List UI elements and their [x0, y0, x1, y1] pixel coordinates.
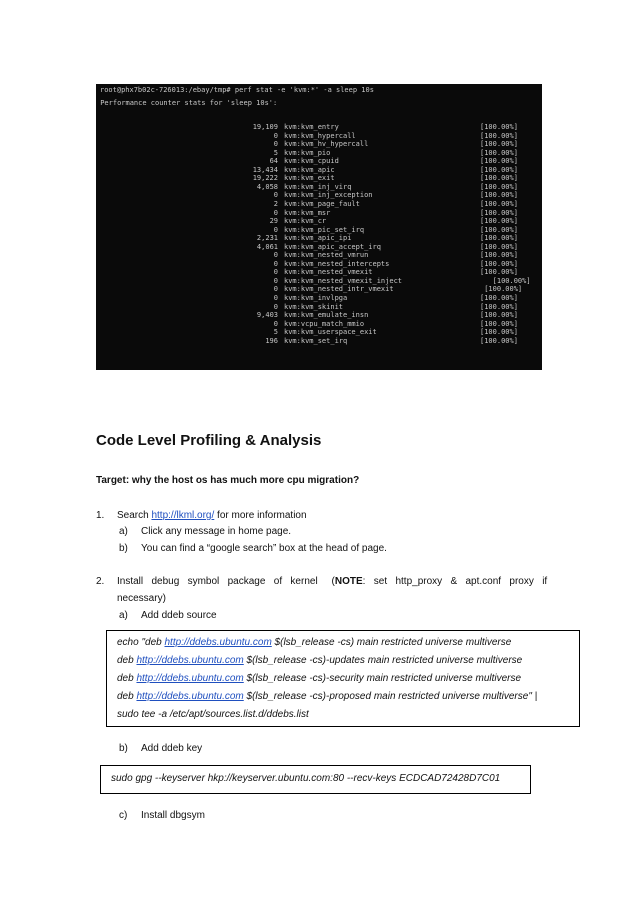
terminal-row — [96, 234, 542, 243]
terminal-row — [96, 209, 542, 218]
terminal-row — [96, 303, 542, 312]
ddebs-link-1[interactable]: http://ddebs.ubuntu.com — [164, 637, 272, 648]
percent-value: [100.00%] — [480, 148, 518, 157]
sub-item-1b: You can find a “google search” box at the head of page. — [141, 543, 387, 554]
terminal-row — [96, 140, 542, 149]
counter-value: 4,061 — [256, 242, 278, 251]
list-number-2: 2. — [96, 576, 105, 587]
sub-label-2c: c) — [119, 810, 128, 821]
counter-value: 0 — [273, 259, 278, 268]
event-name: kvm:kvm_page_fault — [284, 199, 360, 208]
terminal-row — [96, 268, 542, 277]
counter-value: 0 — [273, 276, 278, 285]
counter-value: 0 — [273, 251, 278, 260]
percent-value: [100.00%] — [480, 311, 518, 320]
terminal-row — [96, 226, 542, 235]
percent-value: [100.00%] — [480, 174, 518, 183]
percent-value: [100.00%] — [480, 302, 518, 311]
counter-value: 0 — [273, 191, 278, 200]
counter-value: 0 — [273, 285, 278, 294]
list-item-2-line2: necessary) — [117, 593, 166, 604]
event-name: kvm:kvm_set_irq — [284, 336, 348, 345]
ddebs-link-4[interactable]: http://ddebs.ubuntu.com — [136, 691, 244, 702]
percent-value: [100.00%] — [480, 319, 518, 328]
event-name: kvm:kvm_nested_vmexit — [284, 268, 373, 277]
percent-value: [100.00%] — [480, 276, 531, 285]
terminal-row — [96, 337, 542, 346]
percent-value: [100.00%] — [480, 131, 518, 140]
event-name: kvm:kvm_nested_intr_vmexit — [284, 285, 394, 294]
terminal-row — [96, 320, 542, 329]
event-name: kvm:kvm_emulate_insn — [284, 311, 369, 320]
terminal-row — [96, 251, 542, 260]
counter-value: 19,109 — [252, 123, 278, 131]
event-name: kvm:kvm_userspace_exit — [284, 328, 377, 337]
counter-value: 19,222 — [252, 174, 278, 183]
code-line-2: deb http://ddebs.ubuntu.com $(lsb_release -cs)-updates main restricted universe multiverse — [117, 655, 523, 666]
code-line-1: echo "deb http://ddebs.ubuntu.com $(lsb_release -cs) main restricted universe multiverse — [117, 637, 512, 648]
list-item-1-post: for more information — [214, 510, 307, 521]
terminal-row — [96, 132, 542, 141]
sub-label-1b: b) — [119, 543, 128, 554]
counter-value: 0 — [273, 294, 278, 302]
section-heading: Code Level Profiling & Analysis — [96, 432, 322, 449]
percent-value: [100.00%] — [480, 165, 518, 174]
counter-value: 64 — [269, 157, 278, 166]
terminal-header: Performance counter stats for 'sleep 10s': — [96, 99, 278, 107]
terminal-row — [96, 243, 542, 252]
sub-item-2b: Add ddeb key — [141, 743, 203, 754]
percent-value: [100.00%] — [480, 199, 518, 208]
event-name: kvm:kvm_msr — [284, 208, 331, 217]
counter-value: 2 — [273, 199, 278, 208]
counter-value: 0 — [273, 225, 278, 234]
percent-value: [100.00%] — [480, 285, 523, 294]
event-name: kvm:kvm_invlpga — [284, 294, 348, 302]
event-name: kvm:kvm_skinit — [284, 302, 344, 311]
event-name: kvm:kvm_nested_vmrun — [284, 251, 369, 260]
event-name: kvm:kvm_cr — [284, 217, 327, 226]
event-name: kvm:kvm_apic — [284, 165, 335, 174]
counter-value: 196 — [265, 336, 278, 345]
counter-value: 5 — [273, 148, 278, 157]
percent-value: [100.00%] — [480, 259, 518, 268]
counter-value: 13,434 — [252, 165, 278, 174]
ddeb-source-code-box — [106, 630, 580, 727]
percent-value: [100.00%] — [480, 225, 518, 234]
terminal-screenshot — [96, 84, 542, 370]
terminal-row — [96, 277, 542, 286]
sub-item-2c: Install dbgsym — [141, 810, 205, 821]
terminal-row — [96, 157, 542, 166]
event-name: kvm:kvm_nested_intercepts — [284, 259, 390, 268]
percent-value: [100.00%] — [480, 268, 518, 277]
list-number-1: 1. — [96, 510, 105, 521]
counter-value: 0 — [273, 140, 278, 149]
terminal-prompt: root@phx7b02c-726013:/ebay/tmp# perf stat -e 'kvm:*' -a sleep 10s — [100, 86, 374, 94]
counter-value: 0 — [273, 131, 278, 140]
event-name: kvm:kvm_entry — [284, 123, 339, 131]
counter-value: 0 — [273, 319, 278, 328]
event-name: kvm:kvm_cpuid — [284, 157, 339, 166]
terminal-row — [96, 217, 542, 226]
percent-value: [100.00%] — [480, 123, 518, 131]
event-name: kvm:kvm_exit — [284, 174, 335, 183]
terminal-row — [96, 285, 542, 294]
ddebs-link-3[interactable]: http://ddebs.ubuntu.com — [136, 673, 244, 684]
percent-value: [100.00%] — [480, 140, 518, 149]
gpg-command: sudo gpg --keyserver hkp://keyserver.ubuntu.com:80 --recv-keys ECDCAD72428D7C01 — [111, 773, 501, 784]
sub-item-2a: Add ddeb source — [141, 610, 217, 621]
percent-value: [100.00%] — [480, 234, 518, 243]
percent-value: [100.00%] — [480, 191, 518, 200]
terminal-row — [96, 200, 542, 209]
event-name: kvm:kvm_inj_exception — [284, 191, 373, 200]
terminal-row — [96, 174, 542, 183]
event-name: kvm:kvm_apic_accept_irq — [284, 242, 381, 251]
terminal-row — [96, 191, 542, 200]
event-name: kvm:kvm_hv_hypercall — [284, 140, 369, 149]
event-name: kvm:vcpu_match_mmio — [284, 319, 365, 328]
event-name: kvm:kvm_hypercall — [284, 131, 356, 140]
code-line-4: deb http://ddebs.ubuntu.com $(lsb_release -cs)-proposed main restricted universe multiverse" | — [117, 691, 538, 702]
event-name: kvm:kvm_inj_virq — [284, 182, 352, 191]
percent-value: [100.00%] — [480, 217, 518, 226]
event-name: kvm:kvm_apic_ipi — [284, 234, 352, 243]
percent-value: [100.00%] — [480, 157, 518, 166]
percent-value: [100.00%] — [480, 328, 518, 337]
note-label: NOTE — [334, 576, 363, 587]
list-item-1 — [117, 510, 307, 521]
counter-value: 4,058 — [256, 182, 278, 191]
percent-value: [100.00%] — [480, 208, 518, 217]
terminal-row — [96, 328, 542, 337]
percent-value: [100.00%] — [480, 294, 518, 302]
counter-value: 29 — [269, 217, 278, 226]
terminal-row — [96, 294, 542, 303]
list-item-2-line1 — [117, 576, 547, 587]
percent-value: [100.00%] — [480, 251, 518, 260]
percent-value: [100.00%] — [480, 242, 518, 251]
percent-value: [100.00%] — [480, 336, 518, 345]
terminal-row — [96, 123, 542, 132]
terminal-row — [96, 166, 542, 175]
list-item-2-pre: Install debug symbol package of kernel ( — [117, 576, 335, 587]
counter-value: 0 — [273, 268, 278, 277]
counter-value: 5 — [273, 328, 278, 337]
terminal-row — [96, 149, 542, 158]
event-name: kvm:kvm_pio — [284, 148, 331, 157]
counter-value: 0 — [273, 208, 278, 217]
sub-item-1a: Click any message in home page. — [141, 526, 292, 537]
code-line-5: sudo tee -a /etc/apt/sources.list.d/ddebs.list — [117, 709, 309, 720]
code-line-3: deb http://ddebs.ubuntu.com $(lsb_release -cs)-security main restricted universe multiverse — [117, 673, 522, 684]
counter-value: 2,231 — [256, 234, 278, 243]
target-statement: Target: why the host os has much more cpu migration? — [96, 475, 360, 486]
list-item-1-pre: Search — [117, 510, 152, 521]
counter-value: 0 — [273, 302, 278, 311]
ddeb-key-code-box — [100, 765, 531, 794]
counter-value: 9,403 — [256, 311, 278, 320]
list-item-2-post: : set http_proxy & apt.conf proxy if — [362, 576, 548, 587]
sub-label-2b: b) — [119, 743, 128, 754]
terminal-row — [96, 311, 542, 320]
terminal-row — [96, 260, 542, 269]
event-name: kvm:kvm_nested_vmexit_inject — [284, 276, 403, 285]
ddebs-link-2[interactable]: http://ddebs.ubuntu.com — [136, 655, 244, 666]
percent-value: [100.00%] — [480, 182, 518, 191]
sub-label-1a: a) — [119, 526, 128, 537]
terminal-row — [96, 183, 542, 192]
lkml-link[interactable]: http://lkml.org/ — [151, 510, 215, 521]
sub-label-2a: a) — [119, 610, 128, 621]
event-name: kvm:kvm_pic_set_irq — [284, 225, 365, 234]
